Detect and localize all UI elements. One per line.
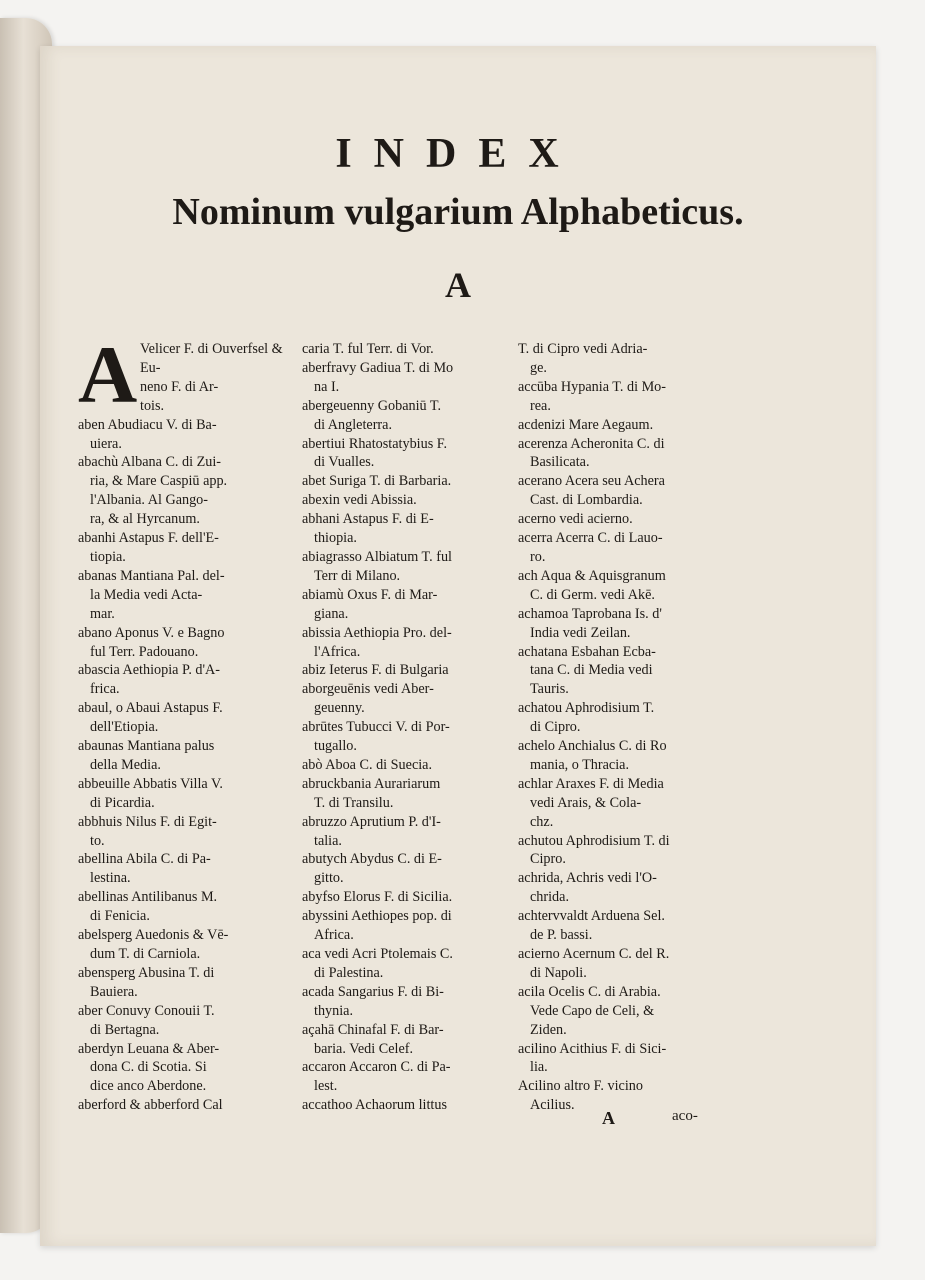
index-entry-head: achatana Esbahan Ecba-: [518, 643, 656, 660]
index-entry-head: abò Aboa C. di Suecia.: [302, 756, 433, 773]
index-entry-head: aberfravy Gadiua T. di Mo: [302, 359, 454, 376]
index-entry: [78, 661, 284, 699]
index-entry-continuation: neno F. di Ar-: [140, 378, 219, 395]
index-entry-head: abruckbania Aurariarum: [302, 775, 441, 792]
index-entry: [518, 510, 732, 529]
index-entry-continuation: ra, & al Hyrcanum.: [90, 511, 200, 528]
index-entry-continuation: di Napoli.: [530, 964, 587, 981]
index-entry: [302, 359, 514, 397]
index-entry-continuation: thiopia.: [314, 530, 357, 547]
index-entry: [78, 529, 284, 567]
index-entry: [302, 491, 514, 510]
index-entry: [518, 567, 732, 605]
index-entry-continuation: l'Albania. Al Gango-: [90, 492, 209, 509]
index-entry: [302, 907, 514, 945]
index-entry-head: abexin vedi Abissia.: [302, 492, 417, 509]
index-entry-continuation: C. di Germ. vedi Akē.: [530, 586, 655, 603]
index-entry-continuation: l'Africa.: [314, 643, 361, 660]
index-entry-head: açahā Chinafal F. di Bar-: [302, 1021, 444, 1038]
index-entry-continuation: tana C. di Media vedi: [530, 662, 653, 679]
index-entry: [302, 775, 514, 813]
index-entry: [302, 510, 514, 548]
index-entry-continuation: di Picardia.: [90, 794, 155, 811]
index-entry-head: aca vedi Acri Ptolemais C.: [302, 946, 453, 962]
index-entry-head: aborgeuēnis vedi Aber-: [302, 681, 434, 698]
index-entry: [78, 813, 284, 851]
index-entry-continuation: di Vualles.: [314, 454, 375, 471]
index-entry-continuation: lest.: [314, 1078, 338, 1095]
index-entry: [78, 624, 284, 662]
index-entry-continuation: Cipro.: [530, 851, 566, 868]
index-entry-head: abruzzo Aprutium P. d'I-: [302, 813, 441, 830]
index-entry: [518, 529, 732, 567]
index-entry: [302, 813, 514, 851]
index-entry: [518, 472, 732, 510]
index-entry-continuation: de P. bassi.: [530, 927, 593, 944]
index-entry-head: abbhuis Nilus F. di Egit-: [78, 813, 217, 830]
index-entry: [302, 718, 514, 756]
index-entry-continuation: dice anco Aberdone.: [90, 1078, 207, 1095]
index-entry-head: abutych Abydus C. di E-: [302, 851, 442, 868]
index-entry-continuation: Basilicata.: [530, 454, 590, 471]
index-entry-head: acila Ocelis C. di Arabia.: [518, 983, 661, 1000]
index-entry: [78, 888, 284, 926]
index-entry-head: accūba Hypania T. di Mo-: [518, 378, 666, 395]
catchword: aco-: [672, 1108, 698, 1124]
index-entry-continuation: dona C. di Scotia. Si: [90, 1059, 207, 1076]
index-entry-continuation: di Angleterra.: [314, 416, 393, 433]
index-entry-continuation: della Media.: [90, 756, 161, 773]
index-entry-head: achrida, Achris vedi l'O-: [518, 870, 657, 887]
index-entry-head: Acilino altro F. vicino: [518, 1078, 643, 1095]
index-entry-continuation: dum T. di Carniola.: [90, 946, 201, 962]
index-entry: [78, 775, 284, 813]
index-entry-head: abet Suriga T. di Barbaria.: [302, 473, 452, 490]
index-entry-continuation: talia.: [314, 832, 342, 849]
index-entry-continuation: giana.: [314, 605, 349, 622]
index-entry-head: abascia Aethiopia P. d'A-: [78, 662, 221, 679]
index-entry-continuation: la Media vedi Acta-: [90, 586, 203, 603]
index-entry-head: abellina Abila C. di Pa-: [78, 851, 211, 868]
index-entry-head: acerenza Acheronita C. di: [518, 435, 665, 452]
index-entry-continuation: geuenny.: [314, 700, 365, 717]
index-entry: [302, 586, 514, 624]
index-entry: [78, 567, 284, 624]
index-entry: [518, 737, 732, 775]
drop-cap: A: [78, 329, 138, 420]
index-entry: [518, 605, 732, 643]
index-entry-continuation: tugallo.: [314, 738, 357, 755]
index-entry: [302, 680, 514, 718]
index-entry: [302, 1021, 514, 1059]
index-entry-head: abano Aponus V. e Bagno: [78, 624, 225, 641]
index-entry-head: acada Sangarius F. di Bi-: [302, 983, 444, 1000]
index-entry: [302, 850, 514, 888]
index-entry-head: abbeuille Abbatis Villa V.: [78, 775, 223, 792]
index-entry-continuation: frica.: [90, 681, 120, 698]
index-entry-head: aberdyn Leuana & Aber-: [78, 1040, 220, 1057]
index-entry-head: abiagrasso Albiatum T. ful: [302, 548, 452, 565]
index-entry-continuation: thynia.: [314, 1002, 354, 1019]
index-entry-continuation: mania, o Thracia.: [530, 756, 630, 773]
index-entry-head: abiz Ieterus F. di Bulgaria: [302, 662, 449, 679]
signature-mark: A: [602, 1108, 615, 1128]
index-entry: [302, 340, 514, 359]
index-entry-head: abaunas Mantiana palus: [78, 738, 215, 755]
index-entry-head: achtervvaldt Arduena Sel.: [518, 908, 665, 925]
index-entry-continuation: Ziden.: [530, 1021, 567, 1038]
index-entry-continuation: tois.: [140, 397, 165, 414]
index-entry-head: ach Aqua & Aquisgranum: [518, 567, 666, 584]
index-entry-head: abanhi Astapus F. dell'E-: [78, 530, 219, 547]
index-entry-continuation: to.: [90, 832, 105, 849]
index-entry-head: acerano Acera seu Achera: [518, 473, 665, 490]
index-entry-head: acierno Acernum C. del R.: [518, 946, 670, 962]
index-entry: [518, 1077, 732, 1115]
index-entry-head: T. di Cipro vedi Adria-: [518, 341, 648, 357]
index-entry: [518, 983, 732, 1040]
index-entry-head: achatou Aphrodisium T.: [518, 700, 655, 717]
index-column-1: [78, 329, 284, 1115]
book-page: [40, 46, 876, 1246]
index-entry-continuation: India vedi Zeilan.: [530, 624, 631, 641]
index-entry-head: acilino Acithius F. di Sici-: [518, 1040, 667, 1057]
index-entry: [518, 945, 732, 983]
index-entry-continuation: di Palestina.: [314, 964, 384, 981]
index-entry: [302, 888, 514, 907]
index-entry-head: abrūtes Tubucci V. di Por-: [302, 719, 450, 736]
index-entry: [302, 435, 514, 473]
index-entry-head: abensperg Abusina T. di: [78, 964, 215, 981]
index-entry-continuation: na I.: [314, 378, 340, 395]
index-entry-head: abanas Mantiana Pal. del-: [78, 567, 225, 584]
index-entry: [518, 869, 732, 907]
index-entry: [518, 378, 732, 416]
index-entry-head: caria T. ful Terr. di Vor.: [302, 341, 434, 357]
index-entry: [518, 832, 732, 870]
index-entry-continuation: ge.: [530, 359, 547, 376]
page-title: INDEX: [335, 131, 581, 177]
index-entry-continuation: Vede Capo de Celi, &: [530, 1002, 655, 1019]
index-entry-continuation: lia.: [530, 1059, 548, 1076]
index-entry-head: accaron Accaron C. di Pa-: [302, 1059, 451, 1076]
index-entry: [518, 340, 732, 378]
index-entry-head: abyfso Elorus F. di Sicilia.: [302, 889, 453, 906]
index-entry-head: acdenizi Mare Aegaum.: [518, 416, 654, 433]
index-entry-continuation: mar.: [90, 605, 115, 622]
index-entry-head: accathoo Achaorum littus: [302, 1097, 447, 1114]
index-entry-head: achelo Anchialus C. di Ro: [518, 738, 667, 755]
index-entry-continuation: vedi Arais, & Cola-: [530, 794, 642, 811]
index-entry-continuation: Terr di Milano.: [314, 567, 401, 584]
index-entry-head: abellinas Antilibanus M.: [78, 889, 218, 906]
index-entry: [78, 850, 284, 888]
index-entry-continuation: baria. Vedi Celef.: [314, 1040, 414, 1057]
index-entry-continuation: tiopia.: [90, 548, 126, 565]
index-entry-head: abertiui Rhatostatybius F.: [302, 435, 448, 452]
index-entry-head: abaul, o Abaui Astapus F.: [78, 700, 223, 717]
index-entry-head: achutou Aphrodisium T. di: [518, 832, 670, 849]
index-entry: [302, 397, 514, 435]
index-entry-continuation: lestina.: [90, 870, 131, 887]
index-entry: [78, 699, 284, 737]
index-column-2: [302, 340, 514, 1115]
index-entry-head: aberford & abberford Cal: [78, 1097, 223, 1114]
index-entry: [302, 624, 514, 662]
index-entry-continuation: dell'Etiopia.: [90, 719, 159, 736]
index-entry-head: aben Abudiacu V. di Ba-: [78, 416, 217, 433]
index-entry: [518, 643, 732, 700]
index-entry-head: abergeuenny Gobaniū T.: [302, 397, 442, 414]
index-entry-head: achamoa Taprobana Is. d': [518, 605, 662, 622]
index-entry: [78, 1096, 284, 1115]
index-entry: [302, 756, 514, 775]
index-entry: [78, 1040, 284, 1097]
index-entry-continuation: chrida.: [530, 889, 569, 906]
index-entry-continuation: Cast. di Lombardia.: [530, 492, 643, 509]
index-entry: [78, 416, 284, 454]
index-entry-continuation: T. di Transilu.: [314, 794, 394, 811]
index-entry-head: acerra Acerra C. di Lauo-: [518, 530, 663, 547]
index-entry: [302, 1058, 514, 1096]
index-entry: [78, 737, 284, 775]
index-entry-continuation: Bauiera.: [90, 983, 138, 1000]
index-entry-continuation: ro.: [530, 548, 546, 565]
index-entry: [78, 926, 284, 964]
index-entry: [518, 416, 732, 435]
index-entry: [518, 435, 732, 473]
index-entry-continuation: di Cipro.: [530, 719, 581, 736]
index-entry: [78, 1002, 284, 1040]
index-entry-continuation: rea.: [530, 397, 551, 414]
index-entry: [518, 1040, 732, 1078]
index-entry-head: abelsperg Auedonis & Vē-: [78, 927, 229, 944]
index-entry: [518, 699, 732, 737]
index-entry-head: abhani Astapus F. di E-: [302, 511, 434, 528]
index-entry-head: abyssini Aethiopes pop. di: [302, 908, 452, 925]
index-entry-continuation: di Bertagna.: [90, 1021, 160, 1038]
index-entry-head: abachù Albana C. di Zui-: [78, 454, 222, 471]
index-entry-head: abiamù Oxus F. di Mar-: [302, 586, 438, 603]
index-entry-continuation: di Fenicia.: [90, 908, 150, 925]
section-letter: A: [445, 265, 471, 305]
index-entry-continuation: Tauris.: [530, 681, 569, 698]
index-entry: [78, 453, 284, 529]
index-column-3: [518, 340, 732, 1115]
index-entry-head: achlar Araxes F. di Media: [518, 775, 664, 792]
index-entry: [518, 907, 732, 945]
index-entry: [302, 661, 514, 680]
index-entry: [302, 983, 514, 1021]
index-entry-continuation: chz.: [530, 813, 554, 830]
index-entry: [302, 1096, 514, 1115]
index-entry: [302, 945, 514, 983]
index-entry: [302, 472, 514, 491]
index-entry-continuation: gitto.: [314, 870, 344, 887]
index-entry-continuation: ful Terr. Padouano.: [90, 643, 199, 660]
index-entry: [78, 964, 284, 1002]
index-entry-continuation: uiera.: [90, 435, 122, 452]
index-entry: [302, 548, 514, 586]
index-entry-head: abissia Aethiopia Pro. del-: [302, 624, 452, 641]
index-entry-continuation: Africa.: [314, 927, 354, 944]
index-entry-continuation: Acilius.: [530, 1097, 575, 1114]
index-entry-head: acerno vedi acierno.: [518, 511, 633, 528]
index-entry: [518, 775, 732, 832]
index-entry-continuation: ria, & Mare Caspiū app.: [90, 473, 228, 490]
index-entry-head: aber Conuvy Conouii T.: [78, 1002, 215, 1019]
index-entry-head: Velicer F. di Ouverfsel & Eu-: [140, 341, 283, 376]
page-subtitle: Nominum vulgarium Alphabeticus.: [172, 191, 744, 233]
